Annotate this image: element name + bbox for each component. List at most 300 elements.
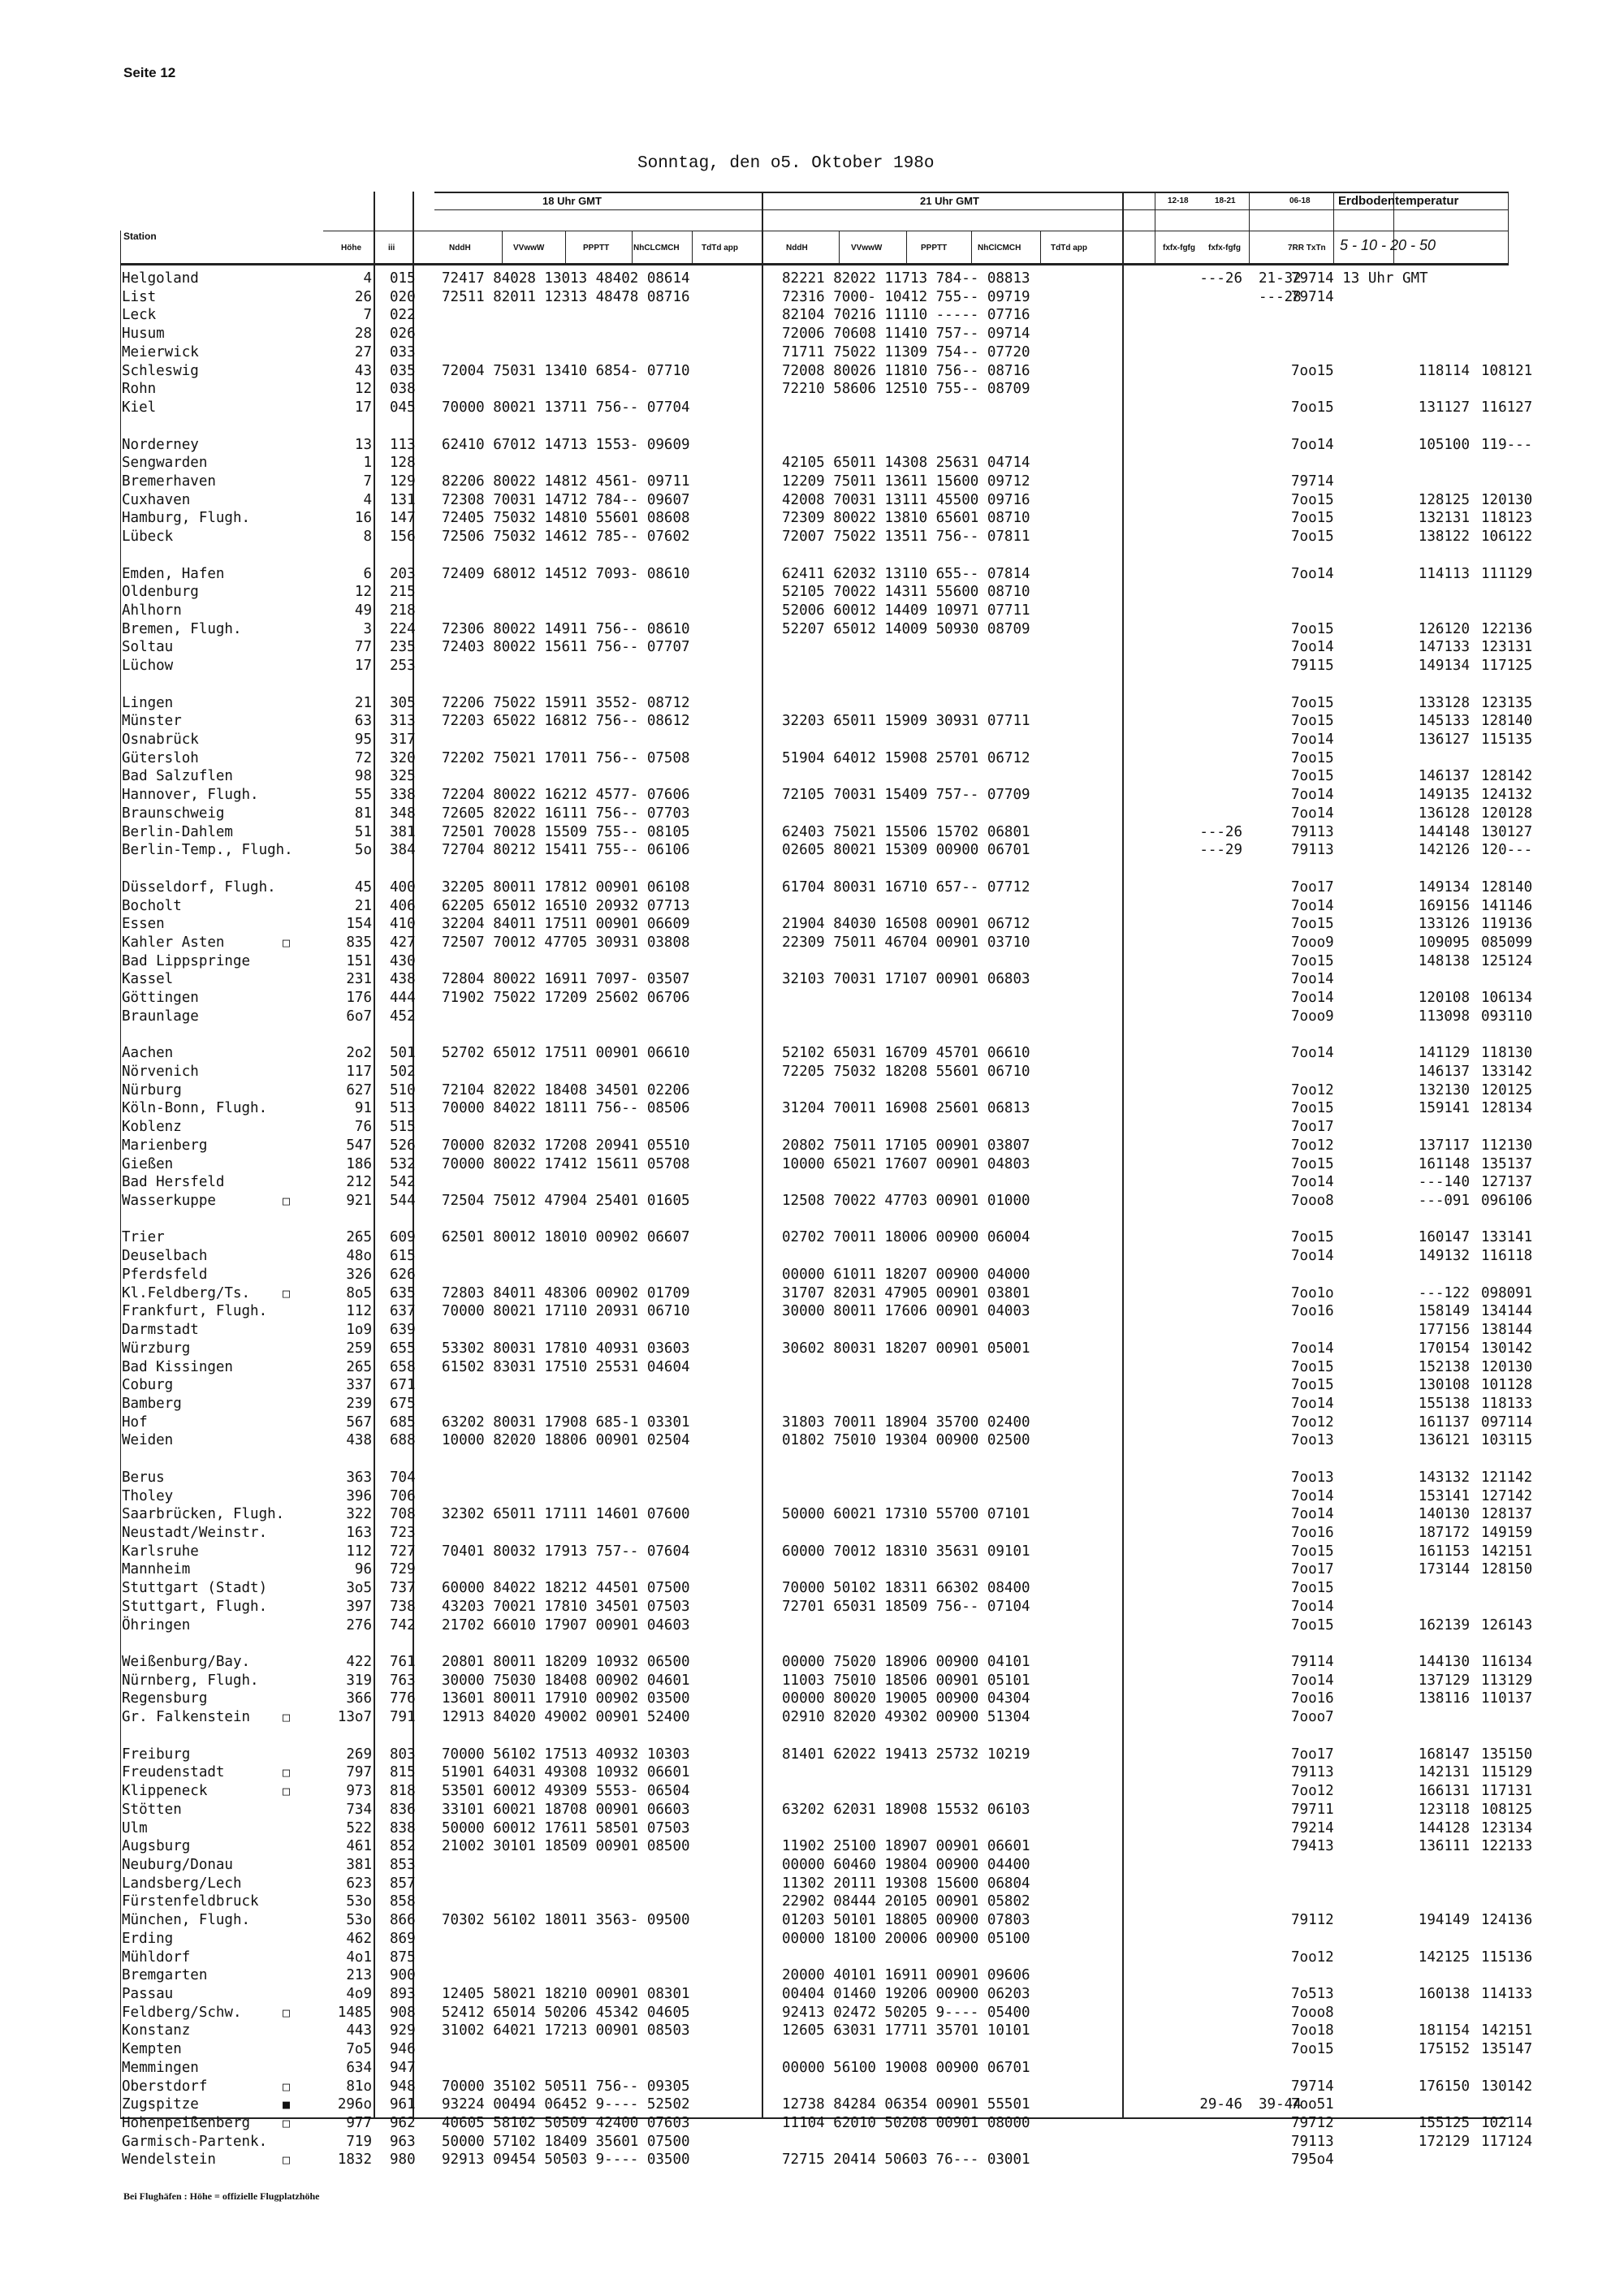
cell-hoehe: 396 bbox=[346, 1487, 372, 1504]
table-row bbox=[120, 805, 1533, 823]
cell-c: 7oo16 bbox=[1291, 1525, 1334, 1541]
table-row bbox=[120, 1653, 1533, 1672]
cell-t2: 135137 bbox=[1481, 1155, 1533, 1172]
soil-temperature-header: Erdbodentemperatur bbox=[1338, 194, 1459, 208]
cell-hoehe: 186 bbox=[346, 1155, 372, 1172]
cell-t1: 109095 bbox=[1418, 934, 1470, 951]
cell-t1: 120108 bbox=[1418, 990, 1470, 1007]
cell-name: Berlin-Temp., Flugh. bbox=[122, 842, 293, 859]
cell-c: 79714 bbox=[1291, 288, 1334, 305]
cell-d18: 53501 60012 49309 5553- 06504 bbox=[442, 1783, 690, 1799]
cell-name: Fürstenfeldbruck bbox=[122, 1893, 259, 1910]
table-row bbox=[120, 1598, 1509, 1616]
cell-b: ---28 bbox=[1259, 288, 1302, 305]
cell-t2: 106122 bbox=[1481, 529, 1533, 546]
col18-vvwww: VVwwW bbox=[513, 244, 545, 252]
cell-iii: 452 bbox=[390, 1008, 416, 1025]
cell-hoehe: 3o5 bbox=[346, 1580, 372, 1597]
cell-t1: 176150 bbox=[1418, 2078, 1470, 2095]
cell-hoehe: 265 bbox=[346, 1358, 372, 1375]
cell-d21: 22902 08444 20105 00901 05802 bbox=[782, 1893, 1030, 1910]
cell-t1: 181154 bbox=[1418, 2022, 1470, 2039]
cell-d21: 32203 65011 15909 30931 07711 bbox=[782, 713, 1030, 730]
cell-t2: 128140 bbox=[1481, 713, 1533, 730]
cell-c: 79113 bbox=[1291, 2133, 1334, 2150]
cell-name: Köln-Bonn, Flugh. bbox=[122, 1100, 268, 1117]
cell-mark: □ bbox=[283, 2005, 291, 2020]
cell-iii: 723 bbox=[390, 1525, 416, 1541]
cell-t1: 144148 bbox=[1418, 823, 1470, 840]
cell-t2: 120125 bbox=[1481, 1081, 1533, 1098]
table-row bbox=[120, 1543, 1533, 1561]
cell-d21: 31803 70011 18904 35700 02400 bbox=[782, 1413, 1030, 1431]
cell-t2: 128134 bbox=[1481, 1100, 1533, 1117]
cell-hoehe: 3 bbox=[363, 620, 372, 637]
cell-t1: 162139 bbox=[1418, 1616, 1470, 1634]
cell-hoehe: 1 bbox=[363, 455, 372, 472]
cell-iii: 215 bbox=[390, 584, 416, 601]
cell-iii: 980 bbox=[390, 2151, 416, 2169]
cell-name: Norderney bbox=[122, 436, 199, 453]
cell-c: 7oo15 bbox=[1291, 1543, 1334, 1560]
cell-name: Stuttgart (Stadt) bbox=[122, 1580, 268, 1597]
cell-t2: 101128 bbox=[1481, 1377, 1533, 1394]
cell-d18: 70000 80021 13711 756-- 07704 bbox=[442, 399, 690, 416]
cell-c: 7oo18 bbox=[1291, 2022, 1334, 2039]
weather-table bbox=[120, 192, 1533, 2169]
cell-t2: 135147 bbox=[1481, 2041, 1533, 2058]
cell-c: 7oo15 bbox=[1291, 1229, 1334, 1246]
cell-hoehe: 231 bbox=[346, 971, 372, 988]
cell-c: 7oo15 bbox=[1291, 1377, 1334, 1394]
group-18-header: 18 Uhr GMT bbox=[542, 195, 602, 207]
table-row bbox=[120, 1340, 1533, 1358]
table-row bbox=[120, 270, 1509, 288]
cell-d21: 31204 70011 16908 25601 06813 bbox=[782, 1100, 1030, 1117]
cell-iii: 427 bbox=[390, 934, 416, 951]
cell-c: 7oo12 bbox=[1291, 1949, 1334, 1966]
cell-b: 21-32 bbox=[1259, 270, 1302, 287]
cell-t1: 140130 bbox=[1418, 1506, 1470, 1523]
cell-hoehe: 26 bbox=[354, 288, 372, 305]
cell-t1: 147133 bbox=[1418, 639, 1470, 656]
cell-t1: 155125 bbox=[1418, 2115, 1470, 2131]
table-row bbox=[120, 1118, 1509, 1137]
table-row bbox=[120, 1044, 1533, 1063]
cell-iii: 729 bbox=[390, 1561, 416, 1578]
cell-c: 7oo12 bbox=[1291, 1413, 1334, 1431]
cell-hoehe: 397 bbox=[346, 1598, 372, 1615]
cell-t2: 130127 bbox=[1481, 823, 1533, 840]
cell-d21: 92413 02472 50205 9---- 05400 bbox=[782, 2004, 1030, 2021]
cell-d18: 72417 84028 13013 48402 08614 bbox=[442, 270, 690, 287]
cell-t1: 146137 bbox=[1418, 1064, 1470, 1080]
cell-iii: 015 bbox=[390, 270, 416, 287]
table-row bbox=[120, 1395, 1533, 1413]
cell-d21: 11302 20111 19308 15600 06804 bbox=[782, 1875, 1030, 1892]
cell-iii: 838 bbox=[390, 1819, 416, 1836]
cell-iii: 727 bbox=[390, 1543, 416, 1560]
cell-hoehe: 269 bbox=[346, 1746, 372, 1763]
cell-t2: 110137 bbox=[1481, 1690, 1533, 1707]
table-row bbox=[120, 1228, 1533, 1247]
cell-name: Mannheim bbox=[122, 1561, 191, 1578]
cell-t1: 161137 bbox=[1418, 1413, 1470, 1431]
cell-iii: 526 bbox=[390, 1137, 416, 1154]
cell-name: Kiel bbox=[122, 399, 157, 416]
cell-t1: 132131 bbox=[1418, 510, 1470, 527]
cell-iii: 320 bbox=[390, 749, 416, 766]
table-row bbox=[120, 1302, 1533, 1321]
table-row bbox=[120, 694, 1533, 713]
cell-name: Düsseldorf, Flugh. bbox=[122, 878, 276, 896]
table-row bbox=[120, 1579, 1509, 1598]
cell-t2: 134144 bbox=[1481, 1303, 1533, 1320]
cell-c: 79113 bbox=[1291, 842, 1334, 859]
cell-c: 7oo14 bbox=[1291, 1340, 1334, 1357]
cell-t2: 108125 bbox=[1481, 1801, 1533, 1818]
cell-c: 79214 bbox=[1291, 1819, 1334, 1836]
cell-d21: 01203 50101 18805 00900 07803 bbox=[782, 1912, 1030, 1929]
cell-t1: 194149 bbox=[1418, 1912, 1470, 1929]
cell-name: List bbox=[122, 288, 157, 305]
cell-t2: 128140 bbox=[1481, 878, 1533, 896]
cell-d18: 53302 80031 17810 40931 03603 bbox=[442, 1340, 690, 1357]
cell-hoehe: 53o bbox=[346, 1893, 372, 1910]
cell-iii: 325 bbox=[390, 768, 416, 785]
cell-t2: 141146 bbox=[1481, 897, 1533, 914]
table-row bbox=[120, 1376, 1533, 1395]
cell-d18: 70000 35102 50511 756-- 09305 bbox=[442, 2078, 690, 2095]
cell-t1: 161148 bbox=[1418, 1155, 1470, 1172]
cell-name: Erding bbox=[122, 1930, 174, 1947]
cell-iii: 131 bbox=[390, 491, 416, 508]
cell-iii: 444 bbox=[390, 990, 416, 1007]
cell-c: 7oo14 bbox=[1291, 436, 1334, 453]
cell-iii: 963 bbox=[390, 2133, 416, 2150]
cell-d18: 72511 82011 12313 48478 08716 bbox=[442, 288, 690, 305]
table-row bbox=[120, 1819, 1533, 1838]
cell-name: Gütersloh bbox=[122, 749, 199, 766]
cell-t1: 177156 bbox=[1418, 1322, 1470, 1338]
cell-t2: 142151 bbox=[1481, 1543, 1533, 1560]
cell-hoehe: 53o bbox=[346, 1912, 372, 1929]
cell-t1: 146137 bbox=[1418, 768, 1470, 785]
cell-name: Kahler Asten bbox=[122, 934, 225, 951]
cell-name: Nürnberg, Flugh. bbox=[122, 1672, 259, 1689]
cell-d21: 21904 84030 16508 00901 06712 bbox=[782, 916, 1030, 933]
cell-d18: 13601 80011 17910 00902 03500 bbox=[442, 1690, 690, 1707]
cell-iii: 033 bbox=[390, 343, 416, 360]
table-row bbox=[120, 1856, 1509, 1875]
cell-name: Hohenpeißenberg bbox=[122, 2115, 251, 2131]
table-row bbox=[120, 767, 1533, 786]
cell-name: Freudenstadt bbox=[122, 1764, 225, 1781]
cell-iii: 946 bbox=[390, 2041, 416, 2058]
cell-hoehe: 17 bbox=[354, 399, 372, 416]
cell-name: Konstanz bbox=[122, 2022, 191, 2039]
table-row bbox=[120, 1266, 1509, 1284]
cell-iii: 406 bbox=[390, 897, 416, 914]
table-row bbox=[120, 1672, 1533, 1690]
cell-t2: 125124 bbox=[1481, 952, 1533, 969]
col21-ppptt: PPPTT bbox=[921, 244, 948, 252]
cell-d21: 72008 80026 11810 756-- 08716 bbox=[782, 362, 1030, 379]
table-row bbox=[120, 1063, 1533, 1081]
table-row bbox=[120, 1801, 1533, 1819]
col18-ppptt: PPPTT bbox=[583, 244, 610, 252]
cell-name: Bamberg bbox=[122, 1395, 182, 1412]
cell-d18: 60000 84022 18212 44501 07500 bbox=[442, 1580, 690, 1597]
cell-c: 7oo14 bbox=[1291, 1248, 1334, 1265]
cell-hoehe: 2o2 bbox=[346, 1045, 372, 1062]
table-row bbox=[120, 1284, 1533, 1303]
cell-d21: 72309 80022 13810 65601 08710 bbox=[782, 510, 1030, 527]
cell-d21: 82104 70216 11110 ----- 07716 bbox=[782, 307, 1030, 324]
cell-iii: 704 bbox=[390, 1469, 416, 1486]
table-row bbox=[120, 380, 1509, 399]
cell-iii: 869 bbox=[390, 1930, 416, 1947]
cell-c: 7oo14 bbox=[1291, 1045, 1334, 1062]
table-row bbox=[120, 1966, 1509, 1985]
cell-t2: 133141 bbox=[1481, 1229, 1533, 1246]
cell-hoehe: 363 bbox=[346, 1469, 372, 1486]
cell-t1: 155138 bbox=[1418, 1395, 1470, 1412]
table-row bbox=[120, 1081, 1533, 1100]
cell-d21: 00000 60460 19804 00900 04400 bbox=[782, 1856, 1030, 1873]
cell-hoehe: 213 bbox=[346, 1967, 372, 1984]
cell-d21: 11902 25100 18907 00901 06601 bbox=[782, 1838, 1030, 1855]
cell-c: 7oo14 bbox=[1291, 1487, 1334, 1504]
cell-iii: 129 bbox=[390, 473, 416, 490]
cell-t1: 128125 bbox=[1418, 491, 1470, 508]
cell-d21: 50000 60021 17310 55700 07101 bbox=[782, 1506, 1030, 1523]
cell-t2: 130142 bbox=[1481, 1340, 1533, 1357]
cell-t2: 133142 bbox=[1481, 1064, 1533, 1080]
table-row bbox=[120, 1431, 1533, 1450]
cell-d18: 93224 00494 06452 9---- 52502 bbox=[442, 2096, 690, 2113]
cell-hoehe: 719 bbox=[346, 2133, 372, 2150]
cell-name: Braunlage bbox=[122, 1008, 199, 1025]
col21-clouds: NhClCMCH bbox=[978, 244, 1021, 252]
cell-t1: 142126 bbox=[1418, 842, 1470, 859]
cell-d21: 62411 62032 13110 655-- 07814 bbox=[782, 565, 1030, 582]
cell-t2: 112130 bbox=[1481, 1137, 1533, 1154]
cell-t2: 117124 bbox=[1481, 2133, 1533, 2150]
cell-c: 7oo15 bbox=[1291, 1580, 1334, 1597]
table-row bbox=[120, 1837, 1533, 1856]
cell-t2: 128142 bbox=[1481, 768, 1533, 785]
cell-d18: 32204 84011 17511 00901 06609 bbox=[442, 916, 690, 933]
cell-hoehe: 96 bbox=[354, 1561, 372, 1578]
cell-t2: 123131 bbox=[1481, 639, 1533, 656]
cell-d18: 32302 65011 17111 14601 07600 bbox=[442, 1506, 690, 1523]
cell-iii: 626 bbox=[390, 1266, 416, 1283]
cell-c: 7oo13 bbox=[1291, 1432, 1334, 1449]
cell-c: 7oo17 bbox=[1291, 1119, 1334, 1136]
cell-iii: 384 bbox=[390, 842, 416, 859]
cell-hoehe: 734 bbox=[346, 1801, 372, 1818]
cell-d21: 32103 70031 17107 00901 06803 bbox=[782, 971, 1030, 988]
cell-t1: 137117 bbox=[1418, 1137, 1470, 1154]
cell-hoehe: 319 bbox=[346, 1672, 372, 1689]
cell-t1: 130108 bbox=[1418, 1377, 1470, 1394]
cell-d18: 52412 65014 50206 45342 04605 bbox=[442, 2004, 690, 2021]
cell-iii: 857 bbox=[390, 1875, 416, 1892]
cell-d21: 00000 18100 20006 00900 05100 bbox=[782, 1930, 1030, 1947]
cell-c: 7oo14 bbox=[1291, 805, 1334, 822]
table-row bbox=[120, 2022, 1533, 2040]
cell-iii: 410 bbox=[390, 916, 416, 933]
cell-hoehe: 176 bbox=[346, 990, 372, 1007]
table-row bbox=[120, 2078, 1533, 2096]
cell-name: Kl.Feldberg/Ts. bbox=[122, 1284, 251, 1301]
cell-hoehe: 154 bbox=[346, 916, 372, 933]
table-row bbox=[120, 1560, 1533, 1579]
station-header: Station bbox=[123, 231, 157, 242]
table-row bbox=[120, 712, 1533, 731]
cell-t2: 126143 bbox=[1481, 1616, 1533, 1634]
cell-iii: 675 bbox=[390, 1395, 416, 1412]
table-row bbox=[120, 1524, 1533, 1543]
period-18-21: 18-21 bbox=[1215, 196, 1236, 205]
cell-name: Bremgarten bbox=[122, 1967, 208, 1984]
cell-c: 79112 bbox=[1291, 1912, 1334, 1929]
table-row bbox=[120, 491, 1533, 510]
cell-hoehe: 13 bbox=[354, 436, 372, 453]
table-row bbox=[120, 1782, 1533, 1801]
cell-iii: 430 bbox=[390, 952, 416, 969]
cell-d21: 72006 70608 11410 757-- 09714 bbox=[782, 326, 1030, 343]
cell-name: Bad Hersfeld bbox=[122, 1174, 225, 1191]
col21-vvwww: VVwwW bbox=[851, 244, 883, 252]
cell-name: Mühldorf bbox=[122, 1949, 191, 1966]
cell-name: Ulm bbox=[122, 1819, 148, 1836]
cell-name: Essen bbox=[122, 916, 165, 933]
cell-hoehe: 163 bbox=[346, 1525, 372, 1541]
cell-c: 7oo14 bbox=[1291, 787, 1334, 804]
table-row bbox=[120, 1173, 1533, 1192]
cell-c: 79113 bbox=[1291, 1764, 1334, 1781]
cell-c: 7oo12 bbox=[1291, 1081, 1334, 1098]
cell-hoehe: 567 bbox=[346, 1413, 372, 1431]
cell-t1: ---122 bbox=[1418, 1284, 1470, 1301]
cell-hoehe: 337 bbox=[346, 1377, 372, 1394]
cell-d21: 00000 61011 18207 00900 04000 bbox=[782, 1266, 1030, 1283]
cell-d18: 72202 75021 17011 756-- 07508 bbox=[442, 749, 690, 766]
cell-d21: 02702 70011 18006 00900 06004 bbox=[782, 1229, 1030, 1246]
cell-t2: 119136 bbox=[1481, 916, 1533, 933]
cell-name: Lingen bbox=[122, 694, 174, 711]
cell-hoehe: 7 bbox=[363, 307, 372, 324]
table-row bbox=[120, 970, 1509, 989]
cell-hoehe: 973 bbox=[346, 1783, 372, 1799]
cell-d21: 22309 75011 46704 00901 03710 bbox=[782, 934, 1030, 951]
cell-name: Göttingen bbox=[122, 990, 199, 1007]
cell-t1: 175152 bbox=[1418, 2041, 1470, 2058]
table-row bbox=[120, 2004, 1509, 2022]
cell-name: Gr. Falkenstein bbox=[122, 1709, 251, 1726]
cell-hoehe: 6 bbox=[363, 565, 372, 582]
cell-hoehe: 51 bbox=[354, 823, 372, 840]
cell-d18: 72504 75012 47904 25401 01605 bbox=[442, 1193, 690, 1209]
table-row bbox=[120, 602, 1509, 620]
table-row bbox=[120, 473, 1509, 491]
cell-t1: 138116 bbox=[1418, 1690, 1470, 1707]
table-row bbox=[120, 1949, 1533, 1967]
soil-depth-range: 5 - 10 - 20 - 50 bbox=[1340, 237, 1436, 253]
cell-t1: 160138 bbox=[1418, 1986, 1470, 2002]
cell-name: Neuburg/Donau bbox=[122, 1856, 233, 1873]
cell-name: Kempten bbox=[122, 2041, 182, 2058]
cell-iii: 671 bbox=[390, 1377, 416, 1394]
period-12-18: 12-18 bbox=[1168, 196, 1189, 205]
cell-hoehe: 98 bbox=[354, 768, 372, 785]
table-row bbox=[120, 2133, 1533, 2151]
cell-t1: 141129 bbox=[1418, 1045, 1470, 1062]
cell-t1: 142131 bbox=[1418, 1764, 1470, 1781]
cell-d21: 72316 7000- 10412 755-- 09719 bbox=[782, 288, 1030, 305]
cell-mark: □ bbox=[283, 1710, 291, 1725]
cell-d21: 12508 70022 47703 00901 01000 bbox=[782, 1193, 1030, 1209]
cell-t1: ---140 bbox=[1418, 1174, 1470, 1191]
cell-c: 7oo14 bbox=[1291, 897, 1334, 914]
cell-d21: 61704 80031 16710 657-- 07712 bbox=[782, 878, 1030, 896]
cell-c: 7oo14 bbox=[1291, 990, 1334, 1007]
cell-c: 7oo15 bbox=[1291, 529, 1334, 546]
cell-name: Regensburg bbox=[122, 1690, 208, 1707]
cell-name: Leck bbox=[122, 307, 157, 324]
cell-d21: 70000 50102 18311 66302 08400 bbox=[782, 1580, 1030, 1597]
cell-t2: 093110 bbox=[1481, 1008, 1533, 1025]
cell-name: Freiburg bbox=[122, 1746, 191, 1763]
cell-hoehe: 5o bbox=[354, 842, 372, 859]
cell-iii: 708 bbox=[390, 1506, 416, 1523]
cell-name: Braunschweig bbox=[122, 805, 225, 822]
cell-c: 7oo15 bbox=[1291, 1155, 1334, 1172]
cell-t1: 136111 bbox=[1418, 1838, 1470, 1855]
cell-t2: 116134 bbox=[1481, 1654, 1533, 1670]
table-row bbox=[120, 897, 1533, 916]
cell-c: 7oo14 bbox=[1291, 732, 1334, 748]
cell-t2: 120130 bbox=[1481, 1358, 1533, 1375]
cell-t1: 132130 bbox=[1418, 1081, 1470, 1098]
cell-t1: 152138 bbox=[1418, 1358, 1470, 1375]
cell-iii: 235 bbox=[390, 639, 416, 656]
cell-d21: 20000 40101 16911 00901 09606 bbox=[782, 1967, 1030, 1984]
col18-clouds: NhCLCMCH bbox=[633, 244, 680, 252]
cell-d18: 72403 80022 15611 756-- 07707 bbox=[442, 639, 690, 656]
cell-iii: 742 bbox=[390, 1616, 416, 1634]
table-row bbox=[120, 2040, 1533, 2059]
cell-name: Nürburg bbox=[122, 1081, 182, 1098]
cell-c: 7oo15 bbox=[1291, 362, 1334, 379]
cell-d21: 01802 75010 19304 00900 02500 bbox=[782, 1432, 1030, 1449]
cell-t2: 115136 bbox=[1481, 1949, 1533, 1966]
cell-d21: 52207 65012 14009 50930 08709 bbox=[782, 620, 1030, 637]
cell-iii: 501 bbox=[390, 1045, 416, 1062]
cell-iii: 510 bbox=[390, 1081, 416, 1098]
cell-hoehe: 4 bbox=[363, 270, 372, 287]
cell-iii: 113 bbox=[390, 436, 416, 453]
cell-iii: 900 bbox=[390, 1967, 416, 1984]
cell-iii: 038 bbox=[390, 381, 416, 398]
cell-name: Berus bbox=[122, 1469, 165, 1486]
cell-d21: 30602 80031 18207 00901 05001 bbox=[782, 1340, 1030, 1357]
cell-name: Augsburg bbox=[122, 1838, 191, 1855]
cell-iii: 929 bbox=[390, 2022, 416, 2039]
cell-iii: 020 bbox=[390, 288, 416, 305]
